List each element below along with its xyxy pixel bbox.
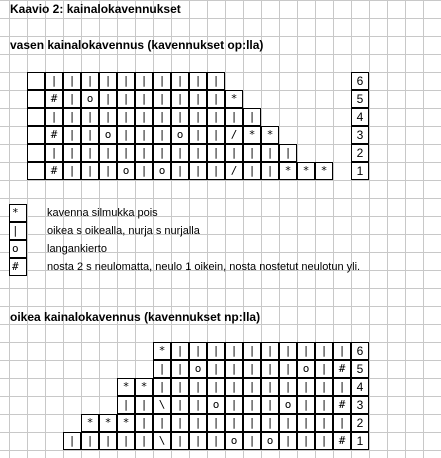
row-number: 4	[351, 108, 369, 126]
chart-cell: |	[45, 72, 63, 90]
legend-text: oikea s oikealla, nurja s nurjalla	[47, 225, 200, 237]
chart-cell: |	[135, 414, 153, 432]
chart-cell: |	[171, 396, 189, 414]
chart-cell: |	[279, 360, 297, 378]
right-chart-title: oikea kainalokavennus (kavennukset np:lla)	[10, 310, 261, 324]
chart-cell: *	[153, 342, 171, 360]
chart-cell: |	[225, 396, 243, 414]
legend-symbol: *	[9, 204, 27, 222]
chart-cell: #	[333, 360, 351, 378]
chart-cell: *	[261, 126, 279, 144]
chart-cell: |	[261, 360, 279, 378]
chart-cell: #	[333, 396, 351, 414]
chart-cell: |	[225, 414, 243, 432]
chart-cell: |	[117, 90, 135, 108]
chart-cell: |	[171, 144, 189, 162]
chart-cell: |	[243, 414, 261, 432]
chart-cell: |	[189, 378, 207, 396]
chart-cell: #	[45, 162, 63, 180]
legend-text: nosta 2 s neulomatta, neulo 1 oikein, nosta nostetut neulotun yli.	[47, 261, 361, 273]
chart-cell: o	[81, 90, 99, 108]
left-chart-title: vasen kainalokavennus (kavennukset op:lla)	[10, 38, 264, 52]
chart-cell: |	[315, 378, 333, 396]
chart-cell: *	[99, 414, 117, 432]
chart-cell: |	[81, 72, 99, 90]
chart-cell: |	[99, 108, 117, 126]
chart-cell: |	[279, 414, 297, 432]
chart-cell: |	[63, 162, 81, 180]
chart-cell: |	[207, 342, 225, 360]
chart-cell: |	[243, 342, 261, 360]
chart-cell: |	[207, 90, 225, 108]
chart-cell: o	[225, 432, 243, 450]
chart-cell: |	[207, 144, 225, 162]
chart-cell: |	[171, 90, 189, 108]
row-number: 6	[351, 342, 369, 360]
row-number: 3	[351, 396, 369, 414]
chart-cell	[27, 108, 45, 126]
chart-cell: |	[189, 414, 207, 432]
chart-cell: *	[297, 162, 315, 180]
chart-cell: |	[153, 72, 171, 90]
chart-cell: |	[45, 108, 63, 126]
chart-cell: |	[135, 72, 153, 90]
chart-cell: |	[189, 90, 207, 108]
chart-cell: |	[261, 144, 279, 162]
chart-cell: |	[81, 432, 99, 450]
chart-cell: |	[99, 90, 117, 108]
chart-cell: |	[243, 144, 261, 162]
chart-cell: |	[63, 144, 81, 162]
chart-cell: |	[297, 396, 315, 414]
chart-cell: *	[117, 378, 135, 396]
chart-cell: o	[279, 396, 297, 414]
legend-symbol: #	[9, 258, 27, 276]
chart-cell: |	[207, 108, 225, 126]
chart-cell: *	[315, 162, 333, 180]
row-number: 5	[351, 360, 369, 378]
chart-cell: |	[153, 108, 171, 126]
chart-cell: |	[117, 126, 135, 144]
chart-cell: *	[279, 162, 297, 180]
chart-cell: |	[279, 378, 297, 396]
chart-cell: |	[225, 378, 243, 396]
legend-text: kavenna silmukka pois	[47, 207, 158, 219]
chart-cell	[27, 162, 45, 180]
chart-cell: |	[153, 126, 171, 144]
page-title: Kaavio 2: kainalokavennukset	[10, 2, 181, 16]
chart-cell: o	[99, 126, 117, 144]
chart-cell: |	[171, 162, 189, 180]
chart-cell: |	[189, 144, 207, 162]
row-number: 4	[351, 378, 369, 396]
chart-cell: |	[81, 126, 99, 144]
chart-cell: |	[315, 360, 333, 378]
chart-cell: \	[153, 432, 171, 450]
chart-cell: |	[171, 360, 189, 378]
chart-cell: |	[333, 378, 351, 396]
chart-cell: \	[153, 396, 171, 414]
chart-cell: |	[99, 144, 117, 162]
chart-cell: |	[153, 90, 171, 108]
row-number: 3	[351, 126, 369, 144]
chart-cell: |	[189, 432, 207, 450]
chart-cell: *	[243, 126, 261, 144]
chart-cell: |	[333, 414, 351, 432]
row-number: 6	[351, 72, 369, 90]
chart-cell: |	[315, 432, 333, 450]
chart-cell: *	[225, 90, 243, 108]
chart-cell: |	[117, 108, 135, 126]
chart-cell: |	[63, 126, 81, 144]
chart-cell: |	[117, 72, 135, 90]
chart-cell: |	[297, 414, 315, 432]
chart-cell: |	[225, 342, 243, 360]
chart-cell: /	[225, 126, 243, 144]
chart-cell: |	[189, 396, 207, 414]
chart-cell: |	[153, 144, 171, 162]
chart-cell: |	[81, 108, 99, 126]
chart-cell: o	[171, 126, 189, 144]
chart-cell: |	[243, 432, 261, 450]
chart-cell: |	[63, 72, 81, 90]
chart-cell: |	[243, 162, 261, 180]
chart-cell: |	[333, 342, 351, 360]
chart-cell: o	[207, 396, 225, 414]
chart-cell: #	[45, 90, 63, 108]
chart-cell: |	[207, 432, 225, 450]
chart-cell: |	[135, 162, 153, 180]
chart-cell: |	[207, 126, 225, 144]
chart-cell: |	[243, 360, 261, 378]
chart-cell: |	[45, 144, 63, 162]
chart-cell: |	[189, 126, 207, 144]
chart-cell: |	[171, 342, 189, 360]
chart-cell: |	[225, 360, 243, 378]
chart-cell: o	[189, 360, 207, 378]
chart-cell: o	[117, 162, 135, 180]
row-number: 2	[351, 144, 369, 162]
chart-cell: |	[207, 162, 225, 180]
legend-text: langankierto	[47, 243, 107, 255]
chart-cell: *	[135, 378, 153, 396]
chart-cell: |	[99, 162, 117, 180]
chart-cell: |	[279, 342, 297, 360]
chart-cell: |	[189, 108, 207, 126]
chart-cell: #	[333, 432, 351, 450]
chart-cell: |	[261, 162, 279, 180]
chart-cell: |	[261, 342, 279, 360]
chart-cell: o	[297, 360, 315, 378]
chart-cell: |	[315, 342, 333, 360]
chart-cell: |	[207, 360, 225, 378]
row-number: 1	[351, 432, 369, 450]
chart-cell: *	[117, 414, 135, 432]
row-number: 1	[351, 162, 369, 180]
chart-cell: |	[279, 144, 297, 162]
chart-cell: |	[207, 378, 225, 396]
chart-cell: |	[243, 108, 261, 126]
chart-cell: |	[225, 144, 243, 162]
chart-cell: |	[153, 378, 171, 396]
chart-cell: |	[189, 72, 207, 90]
chart-cell: *	[81, 414, 99, 432]
chart-cell: o	[153, 162, 171, 180]
row-number: 2	[351, 414, 369, 432]
chart-cell: |	[315, 414, 333, 432]
legend-symbol: o	[9, 240, 27, 258]
chart-cell: |	[117, 432, 135, 450]
chart-cell: #	[45, 126, 63, 144]
chart-cell: |	[135, 90, 153, 108]
chart-cell: |	[135, 432, 153, 450]
chart-cell: |	[261, 378, 279, 396]
chart-cell: |	[171, 378, 189, 396]
chart-cell	[27, 144, 45, 162]
chart-cell: |	[135, 396, 153, 414]
chart-cell: |	[171, 108, 189, 126]
chart-cell: |	[63, 108, 81, 126]
chart-cell: |	[297, 432, 315, 450]
chart-cell: |	[153, 360, 171, 378]
chart-cell: |	[207, 414, 225, 432]
chart-cell: |	[297, 342, 315, 360]
chart-cell	[27, 126, 45, 144]
chart-cell: |	[117, 396, 135, 414]
chart-cell: |	[63, 432, 81, 450]
chart-cell: |	[171, 414, 189, 432]
chart-cell: |	[315, 396, 333, 414]
chart-cell: |	[81, 162, 99, 180]
chart-cell: |	[171, 432, 189, 450]
chart-cell: |	[81, 144, 99, 162]
chart-cell: |	[279, 432, 297, 450]
chart-cell: |	[189, 342, 207, 360]
legend-symbol: |	[9, 222, 27, 240]
chart-cell: o	[261, 432, 279, 450]
chart-cell: |	[297, 378, 315, 396]
chart-cell: |	[135, 144, 153, 162]
row-number: 5	[351, 90, 369, 108]
chart-cell: |	[261, 414, 279, 432]
chart-cell: |	[117, 144, 135, 162]
chart-cell: |	[189, 162, 207, 180]
chart-cell	[27, 72, 45, 90]
chart-cell: |	[153, 414, 171, 432]
chart-cell: |	[63, 90, 81, 108]
chart-cell: |	[135, 108, 153, 126]
chart-cell: |	[99, 432, 117, 450]
chart-cell: |	[225, 108, 243, 126]
chart-cell: |	[135, 126, 153, 144]
chart-cell: |	[171, 72, 189, 90]
chart-cell: /	[225, 162, 243, 180]
chart-cell	[27, 90, 45, 108]
chart-cell: |	[243, 396, 261, 414]
chart-cell: |	[261, 396, 279, 414]
chart-cell: |	[99, 72, 117, 90]
chart-cell: |	[243, 378, 261, 396]
chart-cell: |	[207, 72, 225, 90]
